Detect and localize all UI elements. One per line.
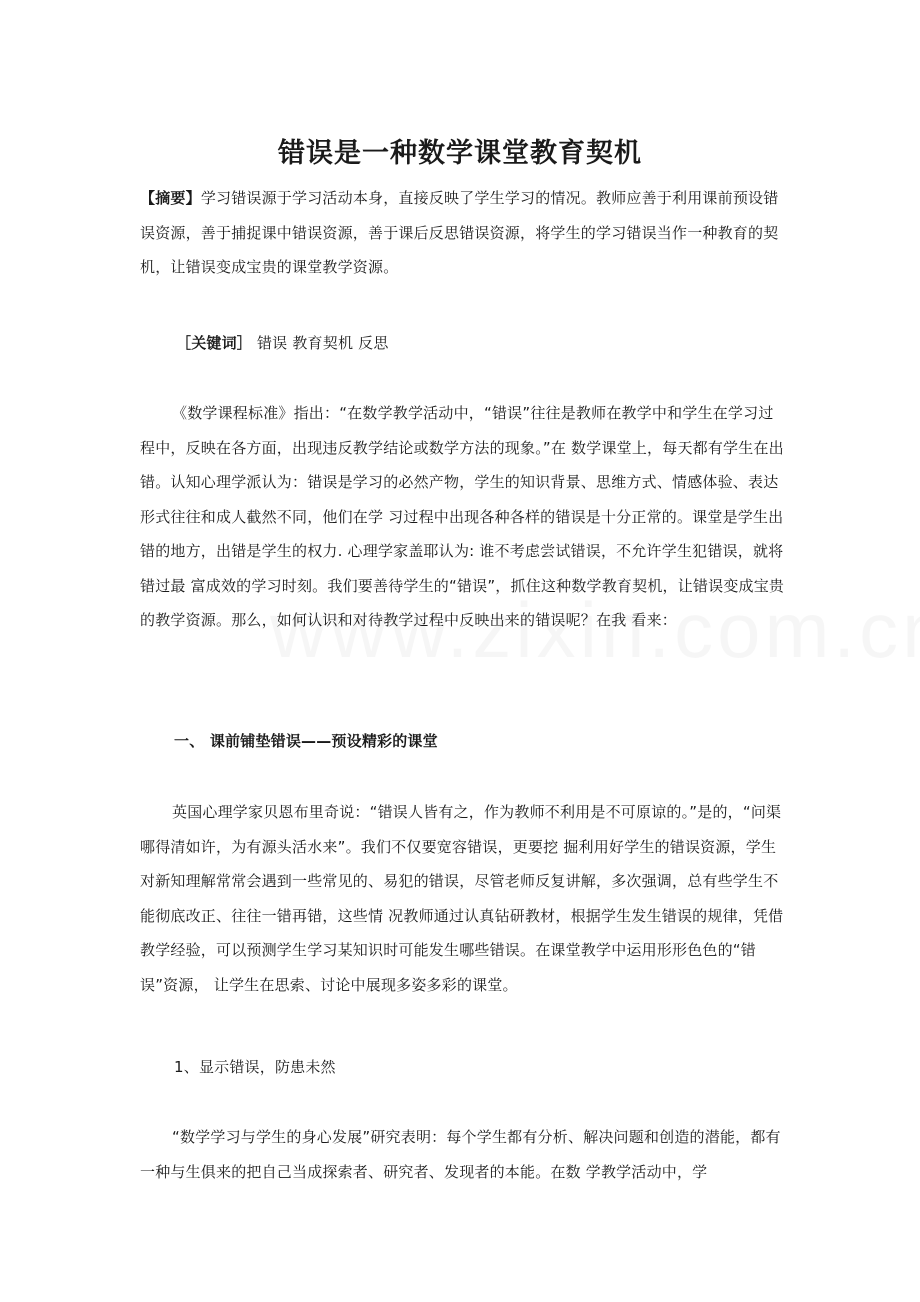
abstract-text: 学习错误源于学习活动本身，直接反映了学生学习的情况。教师应善于利用课前预设错误资源，善于捕捉课中错误资源，善于课后反思错误资源，将学生的学习错误当作一种教育的契机，让错误变成宝贵的课堂教学资源。 bbox=[140, 189, 779, 276]
subheading-1-paragraph: “数学学习与学生的身心发展”研究表明：每个学生都有分析、解决问题和创造的潜能，都有一种与生俱来的把自己当成探索者、研究者、发现者的本能。在数 学教学活动中，学 bbox=[140, 1128, 781, 1181]
subheading-1: 1、显示错误，防患未然 bbox=[174, 1058, 336, 1076]
keywords-label: ［关键词］ bbox=[176, 334, 253, 352]
keywords-text: 错误 教育契机 反思 bbox=[256, 334, 389, 352]
section-heading-1: 一、 课前铺垫错误——预设精彩的课堂 bbox=[174, 732, 438, 750]
keywords-paragraph bbox=[176, 326, 786, 361]
section-1-paragraph: 英国心理学家贝恩布里奇说：“错误人皆有之，作为教师不利用是不可原谅的。”是的，“问渠哪得清如许，为有源头活水来”。我们不仅要宽容错误，更要挖 掘利用好学生的错误资源，学生对新知理解常常会遇到一些常见的、易犯的错误，尽管老师反复讲解，多次强调，总有些学生不能彻底改正、往往一错再错，这些情 况教师通过认真钻研教材，根据学生发生错误的规律，凭借教学经验，可以预测学生学习某知识时可能发生哪些错误。在课堂教学中运用形形色色的“错误”资源， 让学生在思索、讨论中展现多姿多彩的课堂。 bbox=[140, 803, 784, 994]
abstract-label: 【摘要】 bbox=[140, 189, 201, 207]
abstract-paragraph bbox=[140, 181, 786, 285]
intro-paragraph: 《数学课程标准》指出：“在数学教学活动中，“错误”往往是教师在教学中和学生在学习过程中，反映在各方面，出现违反教学结论或数学方法的现象。”在 数学课堂上，每天都有学生在出错。认知心理学派认为：错误是学习的必然产物，学生的知识背景、思维方式、情感体验、表达形式往往和成人截然不同，他们在学 习过程中出现各种各样的错误是十分正常的。课堂是学生出错的地方，出错是学生的权力. 心理学家盖耶认为: 谁不考虑尝试错误，不允许学生犯错误，就将错过最 富成效的学习时刻。我们要善待学生的“错误”，抓住这种数学教育契机，让错误变成宝贵的教学资源。那么，如何认识和对待教学过程中反映出来的错误呢？在我 看来： bbox=[140, 404, 785, 629]
document-title: 错误是一种数学课堂教育契机 bbox=[278, 138, 642, 170]
